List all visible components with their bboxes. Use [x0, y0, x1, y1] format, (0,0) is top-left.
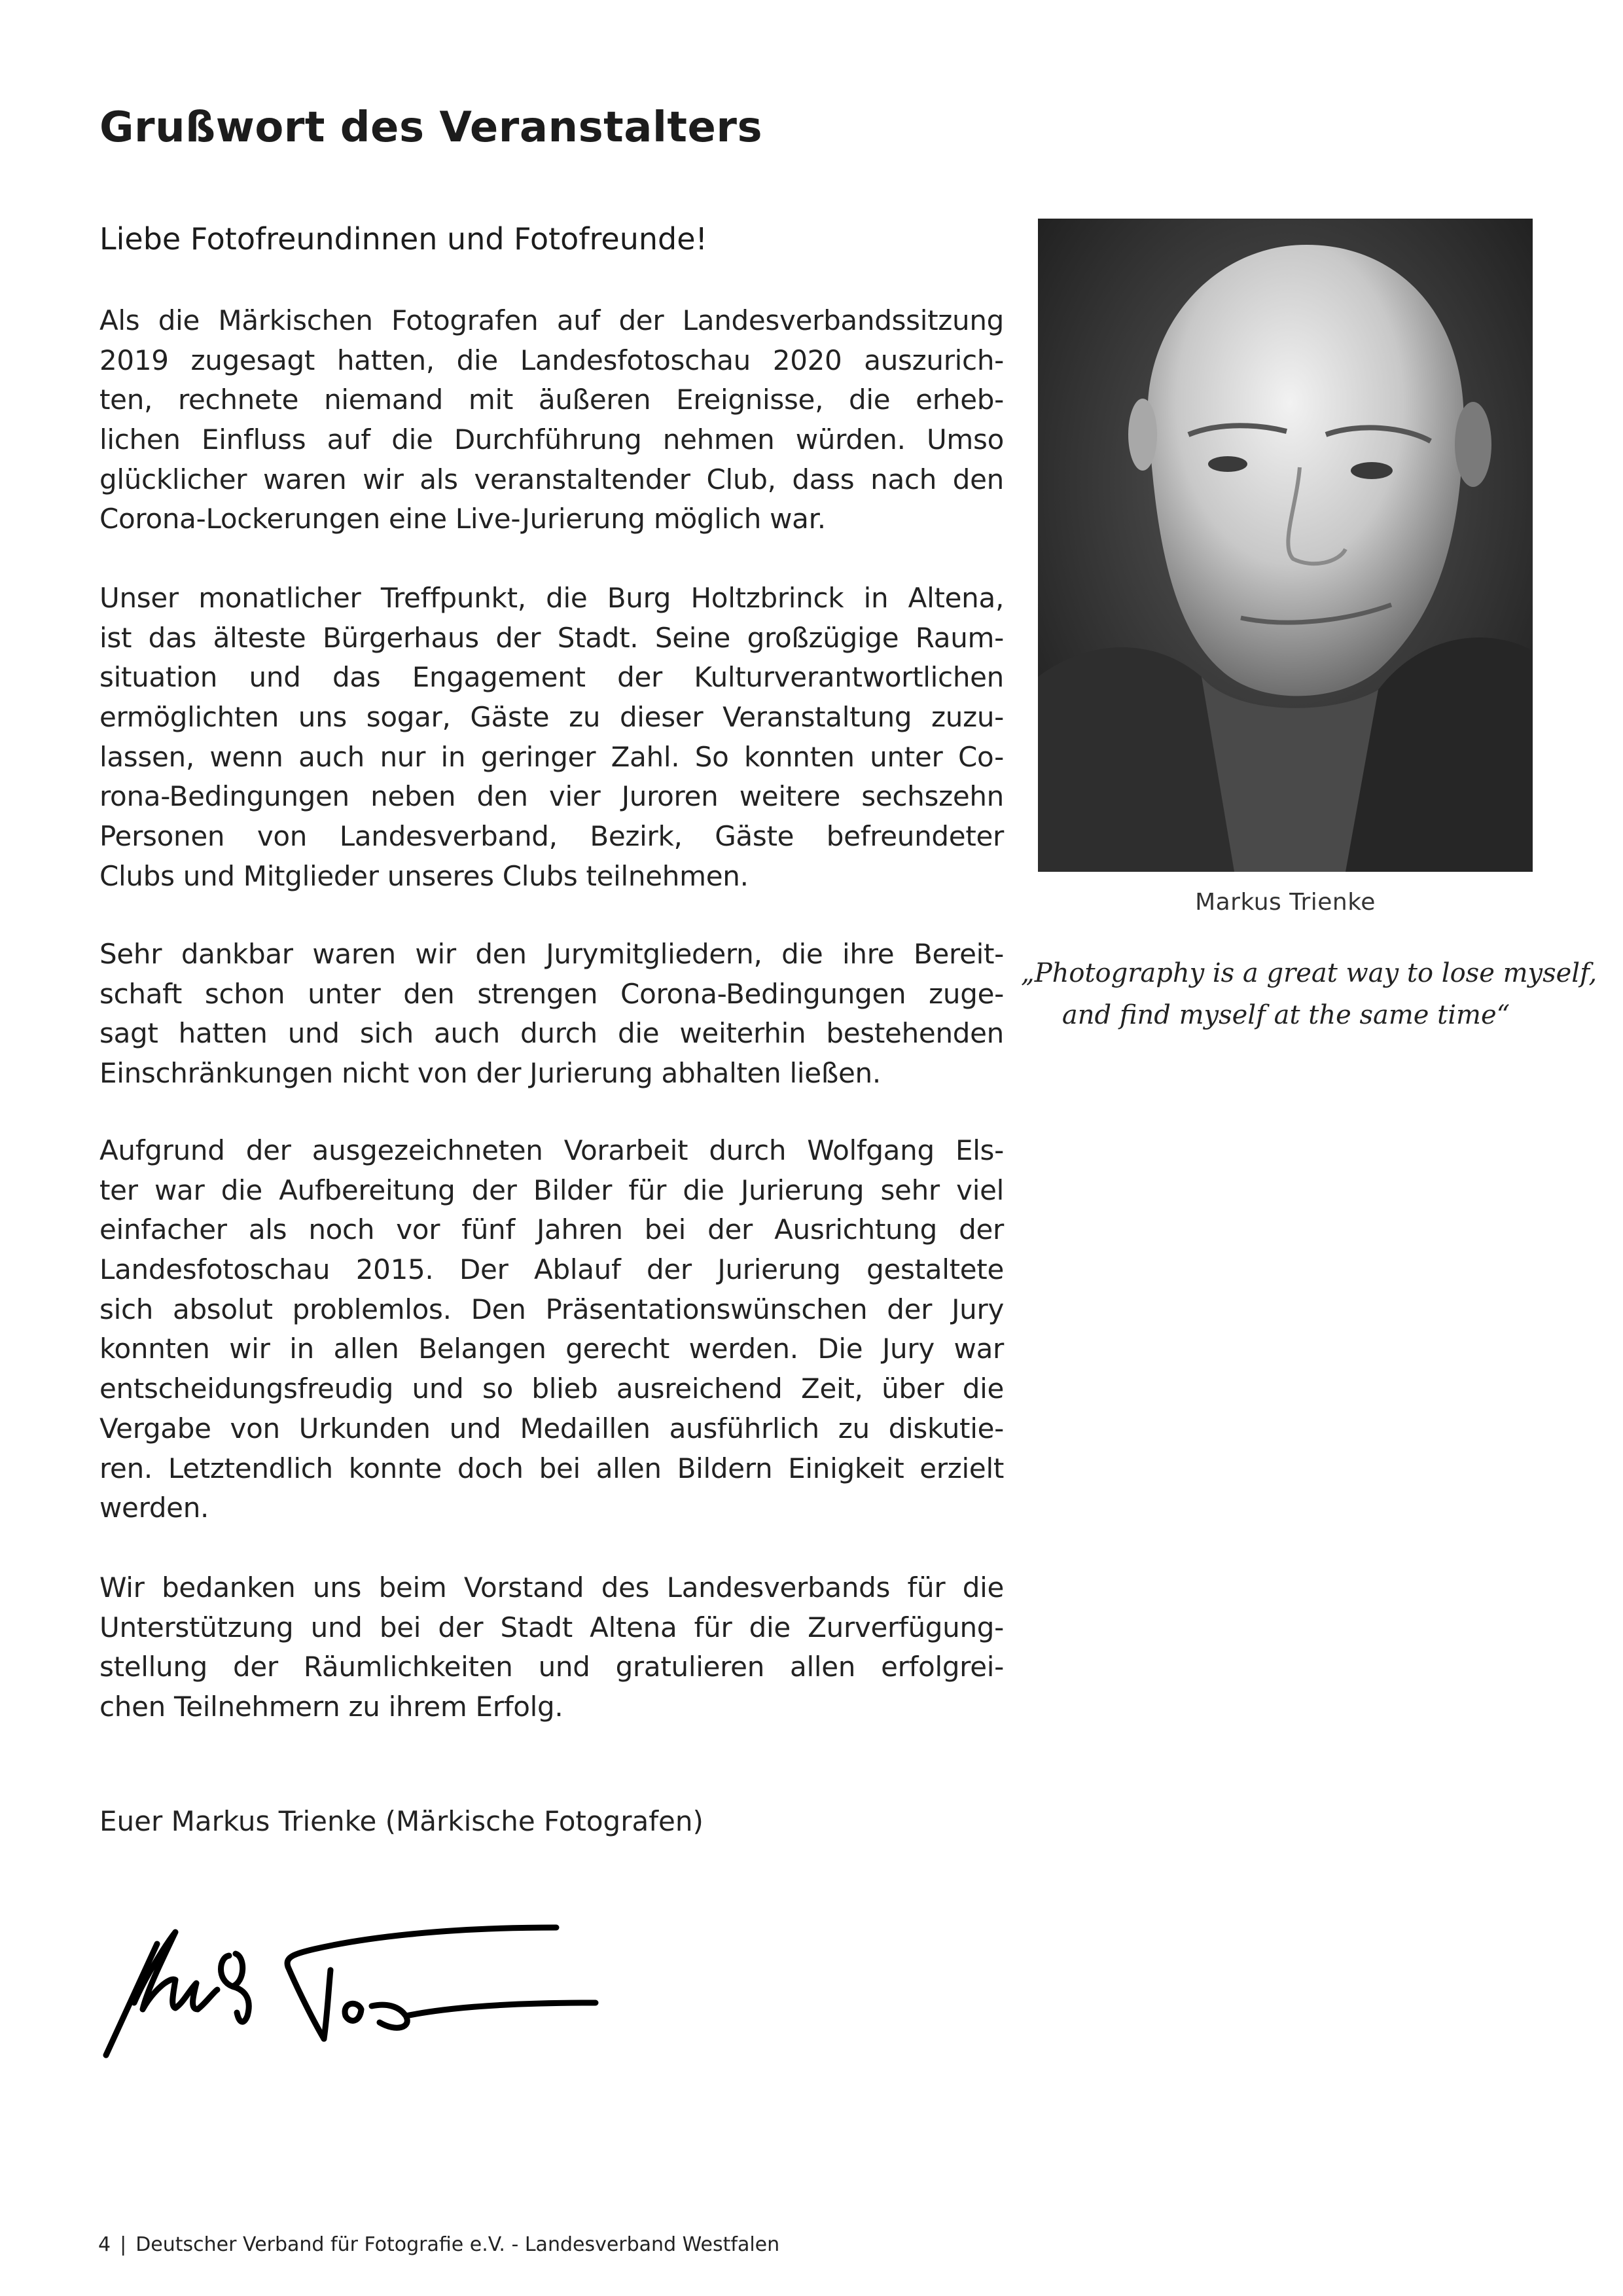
text-line: Sehr dankbar waren wir den Jurymitgliedern, die ihre Bereit- [99, 938, 1004, 970]
photo-caption: Markus Trienke [1195, 889, 1376, 916]
page-title: Grußwort des Veranstalters [99, 103, 763, 152]
text-line: lichen Einfluss auf die Durchführung nehmen würden. Umso [99, 423, 1004, 456]
text-line: Wir bedanken uns beim Vorstand des Landesverbands für die [99, 1571, 1004, 1604]
paragraph-1 [99, 301, 1004, 539]
text-line: Als die Märkischen Fotografen auf der Landesverbandssitzung [99, 304, 1004, 336]
signoff-text: Euer Markus Trienke (Märkische Fotografen) [99, 1805, 704, 1837]
paragraph-5 [99, 1568, 1004, 1727]
quote-line: and find myself at the same time“ [1061, 1000, 1510, 1030]
portrait-photo [1038, 219, 1533, 872]
text-line: 2019 zugesagt hatten, die Landesfotoschau 2020 auszurich- [99, 344, 1004, 376]
text-line: Landesfotoschau 2015. Der Ablauf der Jurierung gestaltete [99, 1253, 1004, 1286]
handwritten-signature [98, 1918, 609, 2075]
text-line: lassen, wenn auch nur in geringer Zahl. So konnten unter Co- [99, 740, 1004, 773]
text-line: sagt hatten und sich auch durch die weiterhin bestehenden [99, 1017, 1004, 1050]
text-line: Clubs und Mitglieder unseres Clubs teilnehmen. [99, 859, 749, 892]
salutation-heading: Liebe Fotofreundinnen und Fotofreunde! [99, 221, 707, 257]
footer-text: Deutscher Verband für Fotografie e.V. - Landesverband Westfalen [135, 2233, 780, 2256]
paragraph-4 [99, 1131, 1004, 1528]
text-line: Personen von Landesverband, Bezirk, Gäste befreundeter [99, 820, 1004, 853]
quote-block [1021, 952, 1597, 1036]
footer-separator: | [120, 2233, 127, 2256]
text-line: Aufgrund der ausgezeichneten Vorarbeit durch Wolfgang Els- [99, 1134, 1004, 1166]
text-line: konnten wir in allen Belangen gerecht werden. Die Jury war [99, 1333, 1004, 1365]
text-line: Vergabe von Urkunden und Medaillen ausführlich zu diskutie- [99, 1412, 1004, 1444]
text-line: Einschränkungen nicht von der Jurierung abhalten ließen. [99, 1057, 881, 1090]
text-line: Unterstützung und bei der Stadt Altena für die Zurverfügung- [99, 1611, 1004, 1643]
text-line: sich absolut problemlos. Den Präsentationswünschen der Jury [99, 1293, 1004, 1325]
text-line: entscheidungsfreudig und so blieb ausreichend Zeit, über die [99, 1372, 1004, 1405]
text-line: ten, rechnete niemand mit äußeren Ereignisse, die erheb- [99, 384, 1004, 416]
text-line: Unser monatlicher Treffpunkt, die Burg Holtzbrinck in Altena, [99, 582, 1004, 614]
text-line: ter war die Aufbereitung der Bilder für die Jurierung sehr viel [99, 1174, 1004, 1206]
quote-line: „Photography is a great way to lose myself, [1021, 958, 1597, 988]
paragraph-2 [99, 579, 1004, 897]
text-line: rona-Bedingungen neben den vier Juroren weitere sechszehn [99, 780, 1004, 813]
text-line: werden. [99, 1492, 209, 1524]
text-line: chen Teilnehmern zu ihrem Erfolg. [99, 1691, 563, 1723]
paragraph-3 [99, 935, 1004, 1094]
text-line: schaft schon unter den strengen Corona-Bedingungen zuge- [99, 977, 1004, 1010]
text-line: situation und das Engagement der Kulturverantwortlichen [99, 661, 1004, 694]
text-line: ermöglichten uns sogar, Gäste zu dieser Veranstaltung zuzu- [99, 701, 1004, 734]
page-footer [98, 2233, 779, 2256]
text-line: ist das älteste Bürgerhaus der Stadt. Seine großzügige Raum- [99, 621, 1004, 654]
text-line: glücklicher waren wir als veranstaltender Club, dass nach den [99, 463, 1004, 495]
text-line: einfacher als noch vor fünf Jahren bei der Ausrichtung der [99, 1213, 1004, 1246]
text-line: ren. Letztendlich konnte doch bei allen Bildern Einigkeit erzielt [99, 1452, 1004, 1484]
page-number: 4 [98, 2233, 111, 2256]
text-line: Corona-Lockerungen eine Live-Jurierung möglich war. [99, 503, 826, 535]
text-line: stellung der Räumlichkeiten und gratulieren allen erfolgrei- [99, 1651, 1004, 1683]
